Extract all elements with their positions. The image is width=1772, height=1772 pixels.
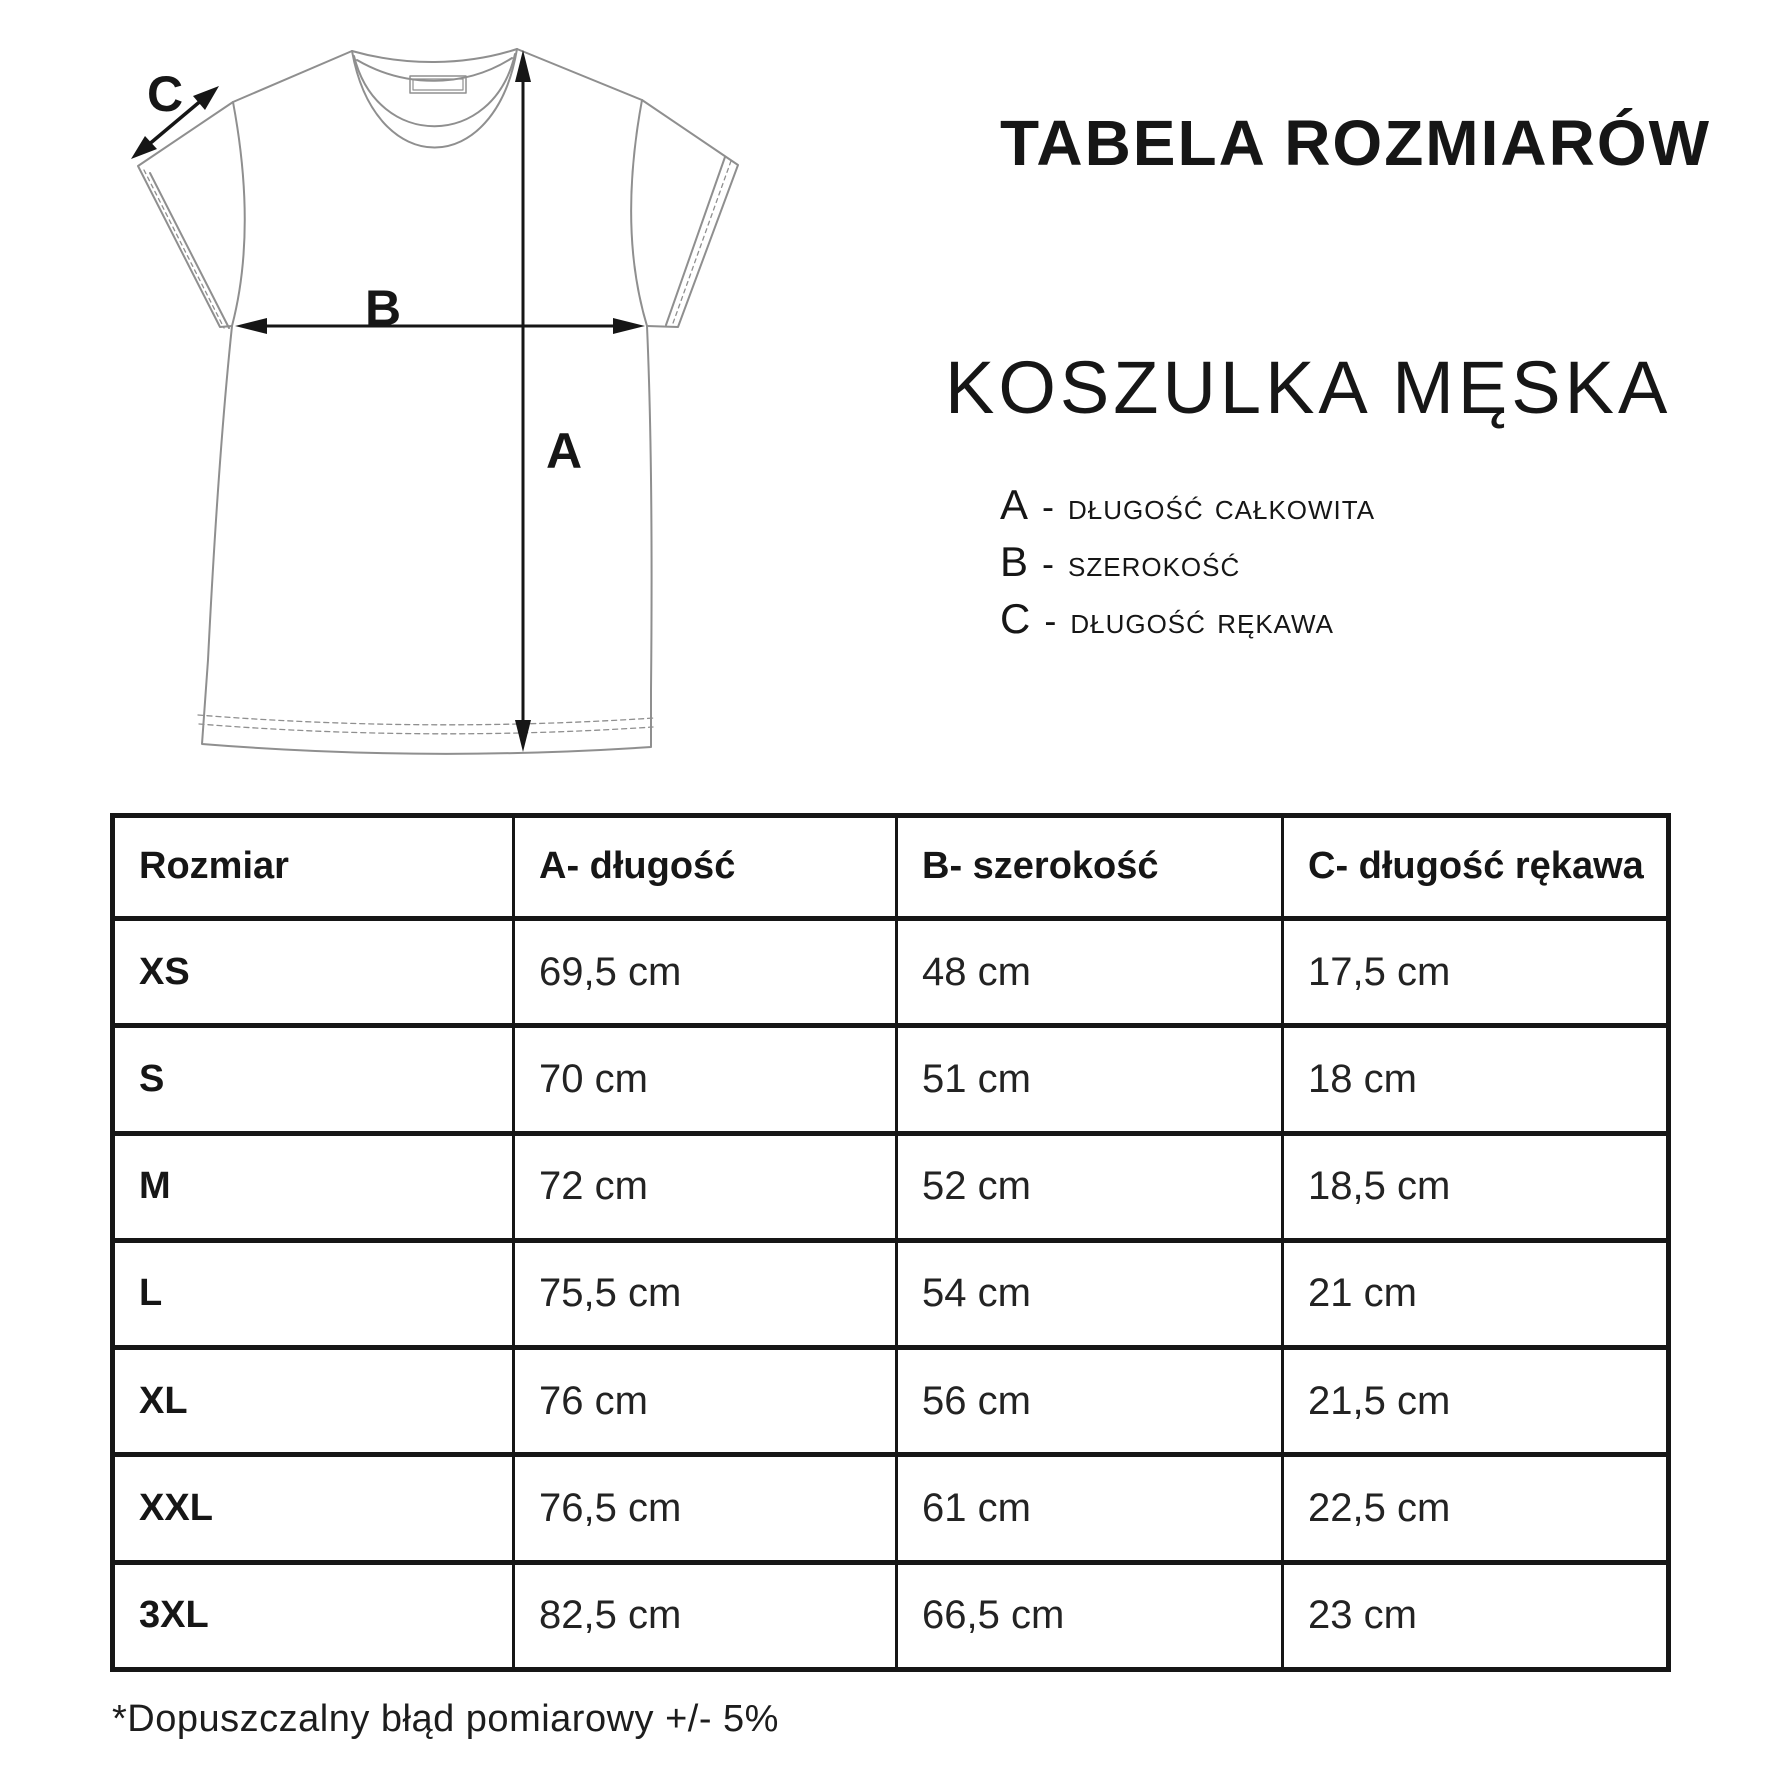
table-row-xl [113,1348,1669,1455]
label-a: A [545,423,583,479]
size-label: XS [113,918,514,1025]
header-rozmiar: Rozmiar [113,816,514,919]
value-a: 76 cm [514,1348,897,1455]
measurement-arrow-b [235,318,645,334]
header-b-szerokosc: B- szerokość [897,816,1283,919]
value-c: 18,5 cm [1283,1133,1669,1240]
value-b: 56 cm [897,1348,1283,1455]
table-row-xs [113,918,1669,1025]
legend-separator: - [1042,543,1055,584]
table-row-3xl [113,1562,1669,1669]
label-b: B [364,280,402,336]
value-c: 23 cm [1283,1562,1669,1669]
value-c: 21,5 cm [1283,1348,1669,1455]
value-b: 61 cm [897,1455,1283,1562]
size-label: L [113,1240,514,1347]
legend-letter-a: A [1000,481,1029,528]
value-a: 69,5 cm [514,918,897,1025]
table-row-l [113,1240,1669,1347]
value-c: 18 cm [1283,1026,1669,1133]
legend-item-c [1000,595,1375,652]
legend-text-b: szerokość [1068,543,1241,584]
size-label: S [113,1026,514,1133]
value-b: 54 cm [897,1240,1283,1347]
size-table [110,813,1671,1672]
header-c-dlugosc-rekawa: C- długość rękawa [1283,816,1669,919]
value-b: 48 cm [897,918,1283,1025]
table-row-m [113,1133,1669,1240]
legend-letter-c: C [1000,595,1031,642]
legend-item-b [1000,538,1375,595]
table-row-xxl [113,1455,1669,1562]
shirt-outline [138,49,738,754]
tshirt-technical-drawing-icon [95,40,755,765]
measurement-tolerance-footnote: *Dopuszczalny błąd pomiarowy +/- 5% [112,1698,779,1740]
value-c: 22,5 cm [1283,1455,1669,1562]
size-label: M [113,1133,514,1240]
value-c: 17,5 cm [1283,918,1669,1025]
value-b: 51 cm [897,1026,1283,1133]
product-title: KOSZULKA MĘSKA [945,346,1672,429]
legend-item-a [1000,481,1375,538]
measurement-legend [1000,481,1375,652]
legend-text-a: długość całkowita [1068,486,1376,527]
value-a: 70 cm [514,1026,897,1133]
value-b: 66,5 cm [897,1562,1283,1669]
legend-letter-b: B [1000,538,1029,585]
table-row-s [113,1026,1669,1133]
legend-text-c: długość rękawa [1070,600,1334,641]
table-header-row [113,816,1669,919]
value-a: 72 cm [514,1133,897,1240]
value-a: 76,5 cm [514,1455,897,1562]
arrow-labels [147,66,582,479]
size-label: 3XL [113,1562,514,1669]
measurement-arrow-a [515,50,531,752]
size-label: XL [113,1348,514,1455]
page-title: TABELA ROZMIARÓW [1000,107,1711,179]
value-c: 21 cm [1283,1240,1669,1347]
header-a-dlugosc: A- długość [514,816,897,919]
value-b: 52 cm [897,1133,1283,1240]
label-c: C [146,66,184,122]
value-a: 75,5 cm [514,1240,897,1347]
tshirt-diagram [95,40,755,765]
legend-separator: - [1042,486,1055,527]
size-label: XXL [113,1455,514,1562]
value-a: 82,5 cm [514,1562,897,1669]
legend-separator: - [1044,600,1057,641]
